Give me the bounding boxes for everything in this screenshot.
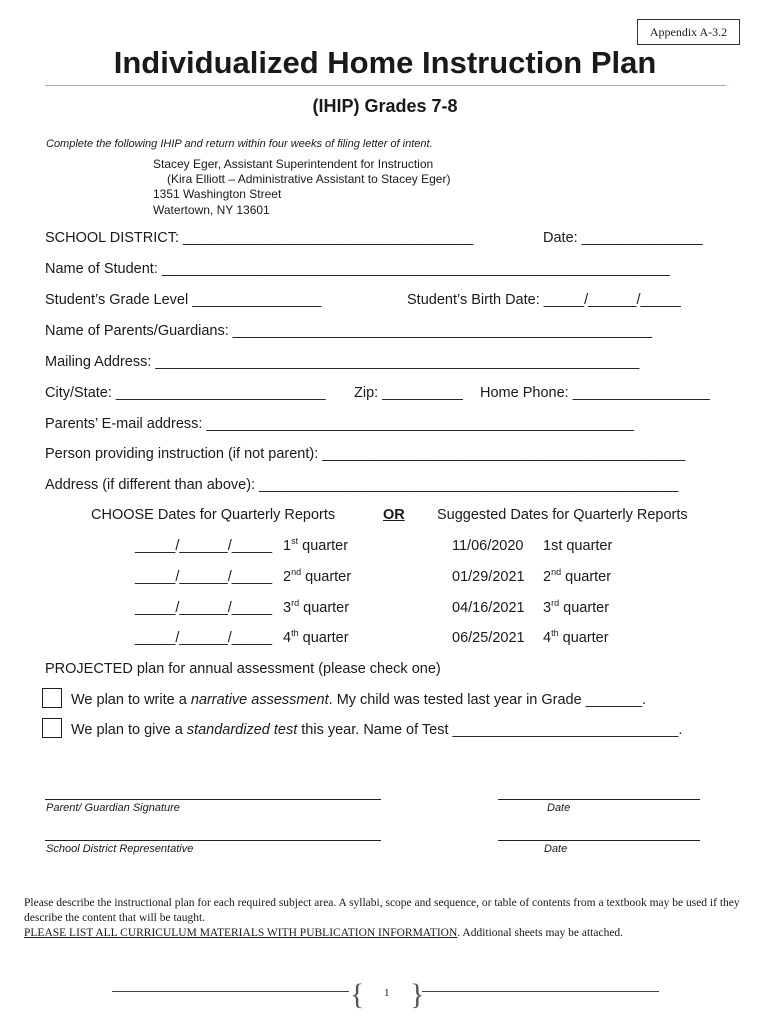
suggested-quarter-4: 4th quarter <box>543 628 609 646</box>
quarter-4-label: 4th quarter <box>283 628 349 646</box>
instructions-paragraph <box>24 896 744 941</box>
home-phone-field[interactable]: Home Phone: _________________ <box>480 385 710 401</box>
rep-date-line[interactable] <box>498 840 700 841</box>
suggested-date-3: 04/16/2021 <box>452 600 525 616</box>
address-line-1: Stacey Eger, Assistant Superintendent for Instruction <box>153 157 434 171</box>
narrative-assessment-option: We plan to write a narrative assessment. My child was tested last year in Grade _______. <box>71 692 647 708</box>
suggested-dates-label: Suggested Dates for Quarterly Reports <box>437 507 688 523</box>
date-field[interactable]: Date: _______________ <box>543 230 703 246</box>
choose-dates-label: CHOOSE Dates for Quarterly Reports <box>91 507 336 523</box>
assessment-heading: PROJECTED plan for annual assessment (please check one) <box>45 661 441 677</box>
quarter-3-date-field[interactable]: _____/______/_____ <box>135 600 273 616</box>
rep-signature-label: School District Representative <box>46 843 194 855</box>
instructions: Complete the following IHIP and return within four weeks of filing letter of intent. <box>46 138 433 150</box>
page-number: 1 <box>384 987 390 999</box>
footer-rule-right <box>422 991 659 992</box>
address-line-3: 1351 Washington Street <box>153 187 282 201</box>
materials-note: PLEASE LIST ALL CURRICULUM MATERIALS WITH PUBLICATION INFORMATION. Additional sheets may be attached. <box>24 927 624 939</box>
parent-date-line[interactable] <box>498 799 700 800</box>
zip-field[interactable]: Zip: __________ <box>354 385 463 401</box>
right-brace-icon: } <box>410 978 425 1011</box>
suggested-quarter-3: 3rd quarter <box>543 598 610 616</box>
suggested-date-4: 06/25/2021 <box>452 630 525 646</box>
or-label: OR <box>383 507 405 523</box>
address-different-field[interactable]: Address (if different than above): ____________________________________________________ <box>45 477 679 493</box>
suggested-date-2: 01/29/2021 <box>452 569 525 585</box>
parents-field[interactable]: Name of Parents/Guardians: ____________________________________________________ <box>45 323 653 339</box>
narrative-assessment-checkbox[interactable] <box>42 688 62 708</box>
quarter-1-label: 1st quarter <box>283 536 349 554</box>
plan-description: Please describe the instructional plan for each required subject area. A syllabi, scope and sequence, or table of contents from a textbook may be used if they describe the content that will be taught. <box>24 897 740 924</box>
standardized-test-checkbox[interactable] <box>42 718 62 738</box>
school-district-field[interactable]: SCHOOL DISTRICT: ____________________________________ <box>45 230 474 246</box>
quarter-2-label: 2nd quarter <box>283 567 352 585</box>
page-subtitle: (IHIP) Grades 7-8 <box>312 96 458 116</box>
suggested-quarter-1: 1st quarter <box>543 538 613 554</box>
suggested-quarter-2: 2nd quarter <box>543 567 612 585</box>
quarter-2-date-field[interactable]: _____/______/_____ <box>135 569 273 585</box>
birth-date-field[interactable]: Student’s Birth Date: _____/______/_____ <box>407 292 681 308</box>
quarter-1-date-field[interactable]: _____/______/_____ <box>135 538 273 554</box>
parent-signature-label: Parent/ Guardian Signature <box>46 802 180 814</box>
mailing-address-field[interactable]: Mailing Address: ____________________________________________________________ <box>45 354 640 370</box>
city-state-field[interactable]: City/State: __________________________ <box>45 385 326 401</box>
instructor-field[interactable]: Person providing instruction (if not parent): _____________________________________________ <box>45 446 686 462</box>
rep-date-label: Date <box>544 843 568 855</box>
left-brace-icon: { <box>350 978 365 1011</box>
suggested-date-1: 11/06/2020 <box>452 538 524 554</box>
rep-signature-line[interactable] <box>45 840 381 841</box>
title-divider <box>45 85 726 86</box>
grade-level-field[interactable]: Student’s Grade Level ________________ <box>45 292 322 308</box>
email-field[interactable]: Parents’ E-mail address: _____________________________________________________ <box>45 416 634 432</box>
student-name-field[interactable]: Name of Student: _______________________________________________________________ <box>45 261 670 277</box>
appendix-label: Appendix A-3.2 <box>637 19 740 45</box>
page-title: Individualized Home Instruction Plan <box>113 45 657 80</box>
footer-rule-left <box>112 991 349 992</box>
standardized-test-option: We plan to give a standardized test this year. Name of Test ____________________________. <box>71 722 683 738</box>
quarter-4-date-field[interactable]: _____/______/_____ <box>135 630 273 646</box>
parent-date-label: Date <box>547 802 571 814</box>
quarter-3-label: 3rd quarter <box>283 598 350 616</box>
parent-signature-line[interactable] <box>45 799 381 800</box>
address-line-2: (Kira Elliott – Administrative Assistant to Stacey Eger) <box>167 172 451 186</box>
address-line-4: Watertown, NY 13601 <box>153 203 270 217</box>
